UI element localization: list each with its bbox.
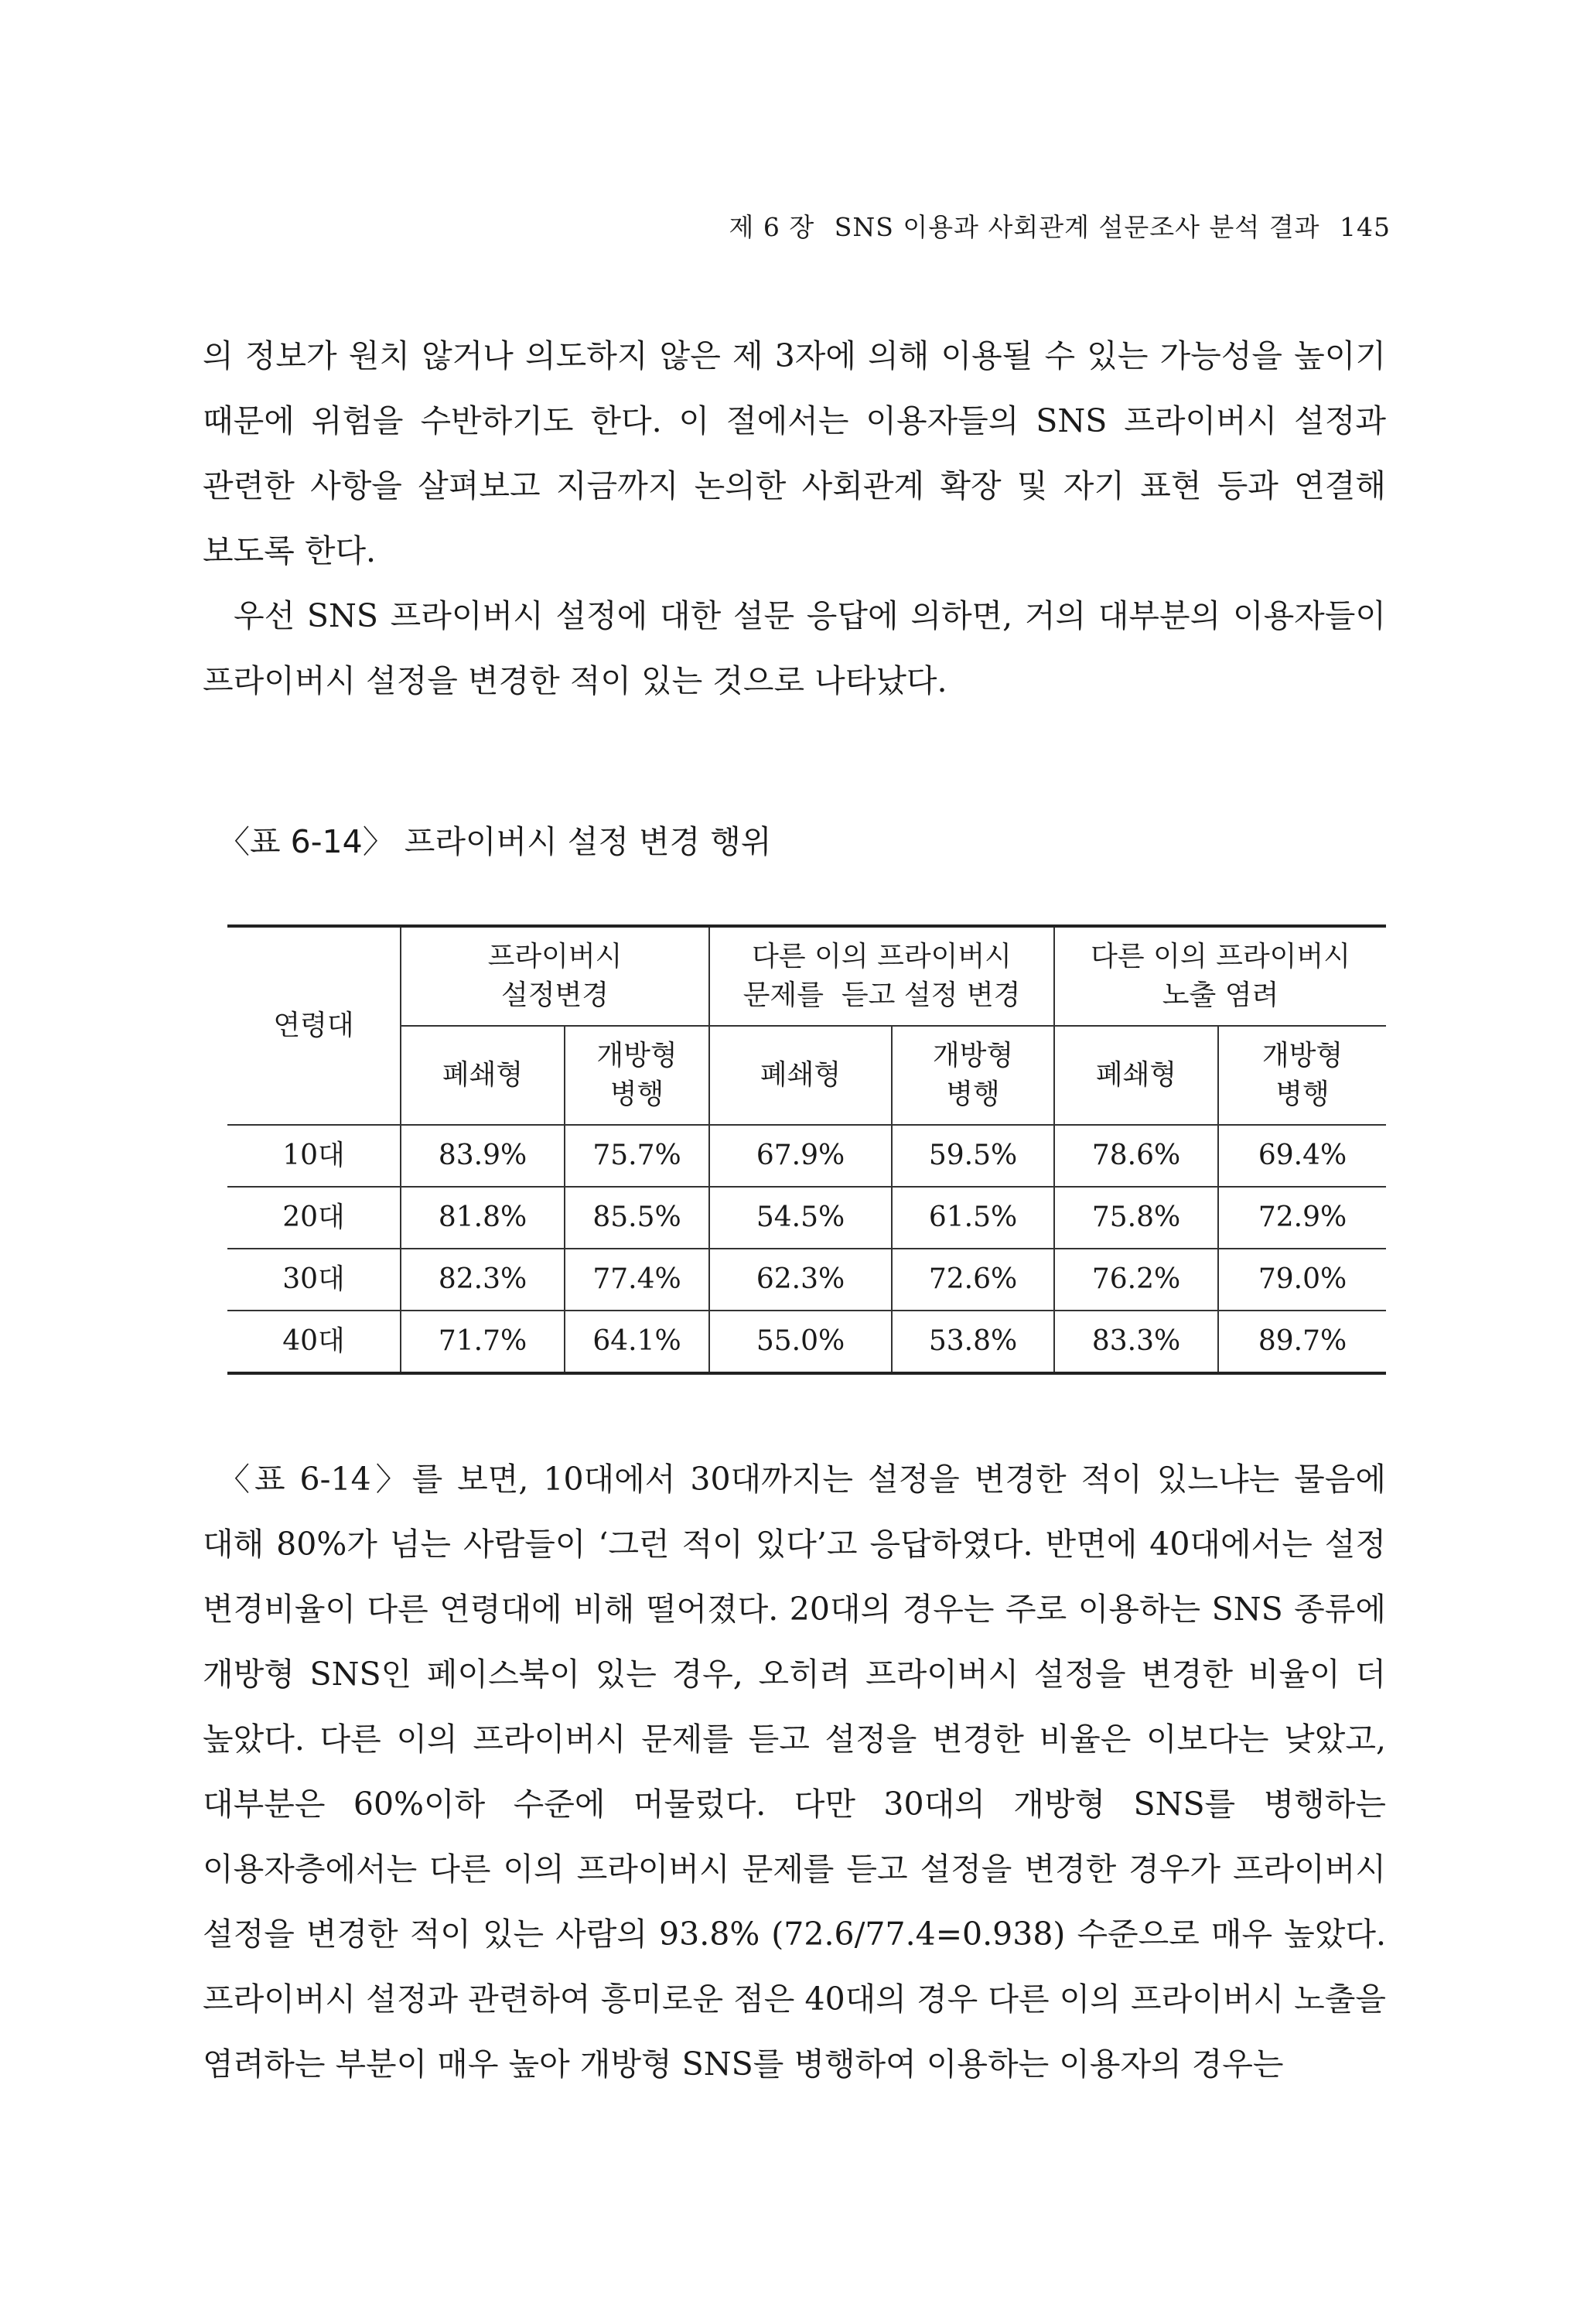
value-cell: 69.4% [1218, 1125, 1386, 1187]
value-cell: 75.7% [565, 1125, 709, 1187]
table-row [227, 1125, 1386, 1187]
subheader-open: 개방형 병행 [892, 1026, 1054, 1125]
subheader-open: 개방형 병행 [565, 1026, 709, 1125]
value-cell: 77.4% [565, 1249, 709, 1311]
table-row [227, 1187, 1386, 1249]
value-cell: 83.3% [1054, 1311, 1218, 1373]
value-cell: 62.3% [709, 1249, 892, 1311]
subheader-closed: 폐쇄형 [709, 1026, 892, 1125]
value-cell: 89.7% [1218, 1311, 1386, 1373]
privacy-setting-table [227, 924, 1386, 1375]
group-header-others-problem: 다른 이의 프라이버시 문제를 듣고 설정 변경 [709, 926, 1054, 1026]
value-cell: 79.0% [1218, 1249, 1386, 1311]
age-cell: 30대 [227, 1249, 401, 1311]
table-subheader-row [227, 1026, 1386, 1125]
value-cell: 81.8% [401, 1187, 565, 1249]
paragraph-2: 우선 SNS 프라이버시 설정에 대한 설문 응답에 의하면, 거의 대부분의 이용자들이 프라이버시 설정을 변경한 적이 있는 것으로 나타났다. [203, 597, 1386, 699]
value-cell: 55.0% [709, 1311, 892, 1373]
paragraph-1: 의 정보가 원치 않거나 의도하지 않은 제 3자에 의해 이용될 수 있는 가능성을 높이기 때문에 위험을 수반하기도 한다. 이 절에서는 이용자들의 SNS 프라이버시 설정과 관련한 사항을 살펴보고 지금까지 논의한 사회관계 확장 및 자기 표현 등과 연결해 보도록 한다. [203, 337, 1386, 569]
value-cell: 71.7% [401, 1311, 565, 1373]
value-cell: 61.5% [892, 1187, 1054, 1249]
age-cell: 20대 [227, 1187, 401, 1249]
page-number: 145 [1340, 212, 1391, 242]
table-caption: 〈표 6-14〉 프라이버시 설정 변경 행위 [218, 823, 772, 860]
value-cell: 83.9% [401, 1125, 565, 1187]
table-row [227, 1311, 1386, 1373]
value-cell: 82.3% [401, 1249, 565, 1311]
subheader-open: 개방형 병행 [1218, 1026, 1386, 1125]
paragraph-3: 〈표 6-14〉를 보면, 10대에서 30대까지는 설정을 변경한 적이 있느냐는 물음에 대해 80%가 넘는 사람들이 ‘그런 적이 있다’고 응답하였다. 반면에 40대에서는 설정 변경비율이 다른 연령대에 비해 떨어졌다. 20대의 경우는 주로 이용하는 SNS 종류에 개방형 SNS인 페이스북이 있는 경우, 오히려 프라이버시 설정을 변경한 비율이 더 높았다. 다른 이의 프라이버시 문제를 듣고 설정을 변경한 비율은 이보다는 낮았고, 대부분은 60%이하 수준에 머물렀다. 다만 30대의 개방형 SNS를 병행하는 이용자층에서는 다른 이의 프라이버시 문제를 듣고 설정을 변경한 경우가 프라이버시 설정을 변경한 적이 있는 사람의 93.8% (72.6/77.4=0.938) 수준으로 매우 높았다. 프라이버시 설정과 관련하여 흥미로운 점은 40대의 경우 다른 이의 프라이버시 노출을 염려하는 부분이 매우 높아 개방형 SNS를 병행하여 이용하는 이용자의 경우는 [203, 1461, 1386, 2083]
value-cell: 75.8% [1054, 1187, 1218, 1249]
value-cell: 85.5% [565, 1187, 709, 1249]
value-cell: 72.9% [1218, 1187, 1386, 1249]
chapter-label: 제 6 장 [729, 212, 815, 242]
subheader-closed: 폐쇄형 [401, 1026, 565, 1125]
group-header-setting-change: 프라이버시 설정변경 [401, 926, 709, 1026]
value-cell: 78.6% [1054, 1125, 1218, 1187]
subheader-closed: 폐쇄형 [1054, 1026, 1218, 1125]
running-header [719, 207, 1391, 244]
age-cell: 10대 [227, 1125, 401, 1187]
value-cell: 72.6% [892, 1249, 1054, 1311]
value-cell: 54.5% [709, 1187, 892, 1249]
value-cell: 67.9% [709, 1125, 892, 1187]
table-row [227, 1249, 1386, 1311]
value-cell: 53.8% [892, 1311, 1054, 1373]
table-header-row [227, 926, 1386, 1026]
value-cell: 76.2% [1054, 1249, 1218, 1311]
value-cell: 59.5% [892, 1125, 1054, 1187]
group-header-exposure-concern: 다른 이의 프라이버시 노출 염려 [1054, 926, 1386, 1026]
chapter-title: SNS 이용과 사회관계 설문조사 분석 결과 [834, 212, 1320, 242]
value-cell: 64.1% [565, 1311, 709, 1373]
age-cell: 40대 [227, 1311, 401, 1373]
age-group-header: 연령대 [227, 926, 401, 1125]
